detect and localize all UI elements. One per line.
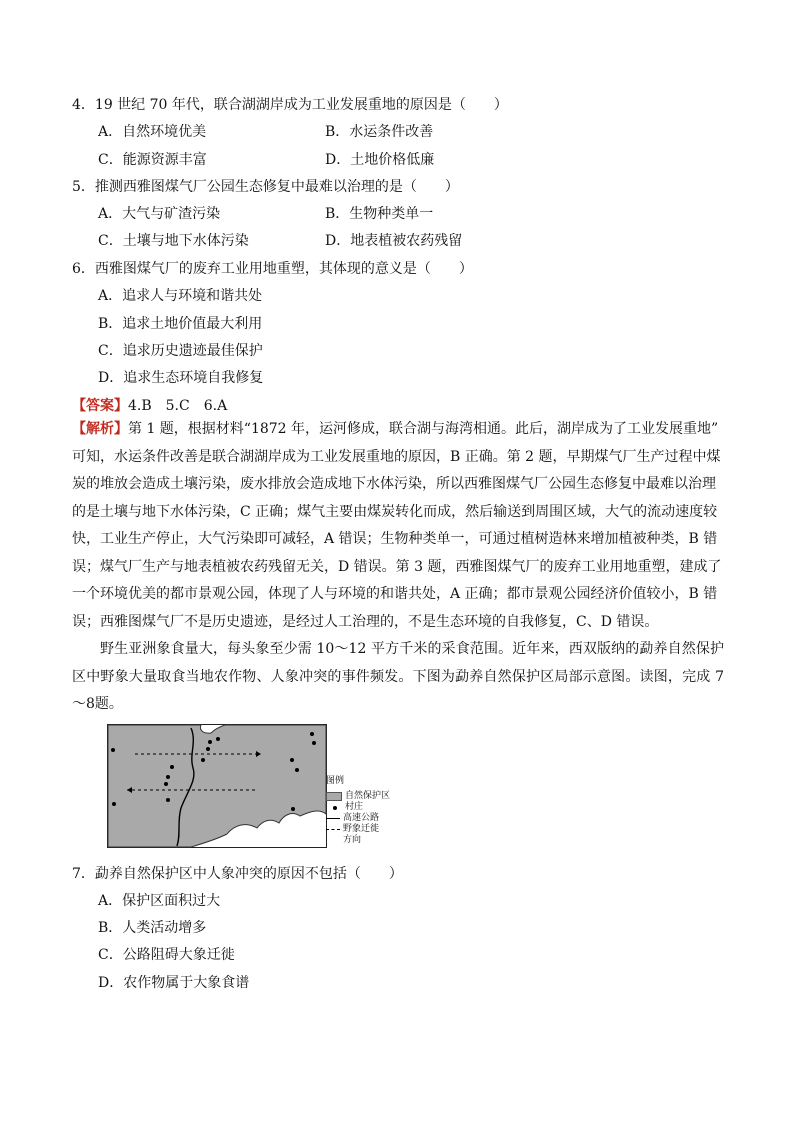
material-line: 野生亚洲象食量大，每头象至少需 10～12 平方千米的采食范围。近年来，西双版纳的勐养自然保护区	[72, 641, 724, 685]
question-5-option-d: D．地表植被农药残留	[325, 233, 463, 249]
question-6-option-b: B．追求土地价值最大利用	[98, 316, 263, 332]
analysis-line: 的是土壤与地下水体污染，C 正确；煤气主要由煤炭转化而成，然后输送到周围区域，大气的流动速度较	[72, 503, 718, 520]
analysis-line: 快，工业生产停止，大气污染即可减轻，A 错误；生物种类单一，可通过植树造林来增加植被种类，B 错	[72, 531, 718, 547]
question-7-stem: 7．勐养自然保护区中人象冲突的原因不包括（ ）	[72, 866, 403, 882]
village-dot	[290, 758, 294, 762]
village-dot	[112, 802, 116, 806]
question-5-option-c: C．土壤与地下水体污染	[98, 233, 249, 249]
analysis-line: 误；西雅图煤气厂不是历史遗迹，是经过人工治理的，不是生态环境的自我修复，C、D 错误。	[72, 613, 659, 630]
answer-line	[72, 397, 227, 415]
village-dot	[170, 765, 174, 769]
analysis-line: 炭的堆放会造成土壤污染，废水排放会造成地下水体污染，所以西雅图煤气厂公园生态修复中最难以治理	[72, 476, 716, 492]
legend-migration-direction: 方向	[343, 835, 362, 845]
migration-swatch	[326, 829, 340, 830]
question-4-option-c: C．能源资源丰富	[98, 152, 207, 168]
answer-text: 4.B 5.C 6.A	[128, 398, 228, 414]
question-7-option-c: C．公路阻碍大象迁徙	[98, 947, 235, 963]
legend-village: 村庄	[345, 802, 364, 812]
village-dot	[206, 747, 210, 751]
question-6-stem: 6．西雅图煤气厂的废弃工业用地重塑，其体现的意义是（ ）	[72, 261, 473, 277]
question-7-option-a: A．保护区面积过大	[98, 893, 221, 909]
village-dot	[111, 748, 115, 752]
question-5-option-b: B．生物种类单一	[325, 206, 434, 222]
material-line: 题。	[94, 696, 123, 712]
map-legend	[326, 776, 390, 846]
question-7-option-d: D．农作物属于大象食谱	[98, 975, 250, 991]
analysis-line: 一个环境优美的都市景观公园，体现了人与环境的和谐共处，A 正确；都市景观公园经济价值较小，B 错	[72, 586, 718, 602]
analysis-tag: 【解析】	[72, 421, 128, 437]
question-4-option-a: A．自然环境优美	[98, 124, 207, 140]
answer-tag: 【答案】	[72, 398, 128, 414]
village-dot	[164, 782, 168, 786]
material-paragraph	[72, 636, 724, 719]
village-dot	[166, 798, 170, 802]
village-dot	[216, 737, 220, 741]
village-dot	[310, 732, 314, 736]
question-6-option-a: A．追求人与环境和谐共处	[98, 288, 263, 304]
question-7-option-b: B．人类活动增多	[98, 920, 207, 936]
analysis-block	[72, 416, 724, 636]
legend-reserve: 自然保护区	[345, 791, 391, 801]
legend-migration: 野象迁徙	[343, 824, 380, 834]
question-4-option-b: B．水运条件改善	[325, 124, 434, 140]
question-5-stem: 5．推测西雅图煤气厂公园生态修复中最难以治理的是（ ）	[72, 179, 459, 195]
legend-highway: 高速公路	[343, 813, 380, 823]
village-dot	[201, 758, 205, 762]
village-dot	[291, 807, 295, 811]
question-4-stem: 4．19 世纪 70 年代，联合湖湖岸成为工业发展重地的原因是（ ）	[72, 97, 508, 113]
material-line: 中野象大量取食当地农作物、人象冲突的事件频发。下图为勐养自然保护区局部示意图。读图，完成 7～8	[72, 668, 725, 712]
question-5-option-a: A．大气与矿渣污染	[98, 206, 221, 222]
reserve-swatch	[326, 792, 342, 801]
analysis-line: 误；煤气厂生产与地表植被农药残留无关，D 错误。第 3 题，西雅图煤气厂的废弃工业用地重塑，建成了	[72, 558, 722, 575]
village-dot	[312, 741, 316, 745]
question-4-option-d: D．土地价格低廉	[325, 152, 435, 168]
legend-title: 图例	[326, 776, 345, 786]
analysis-line: 第 1 题，根据材料“1872 年，运河修成，联合湖与海湾相通。此后，湖岸成为了工业发展重地”	[128, 421, 719, 437]
highway-swatch	[326, 818, 340, 819]
village-dot	[166, 775, 170, 779]
analysis-line: 可知，水运条件改善是联合湖湖岸成为工业发展重地的原因，B 正确。第 2 题，早期煤气厂生产过程中煤	[72, 448, 721, 465]
reserve-map	[107, 724, 327, 848]
village-swatch	[333, 806, 337, 810]
village-dot	[295, 768, 299, 772]
village-dot	[208, 740, 212, 744]
question-6-option-c: C．追求历史遗迹最佳保护	[98, 343, 263, 359]
question-6-option-d: D．追求生态环境自我修复	[98, 370, 264, 386]
